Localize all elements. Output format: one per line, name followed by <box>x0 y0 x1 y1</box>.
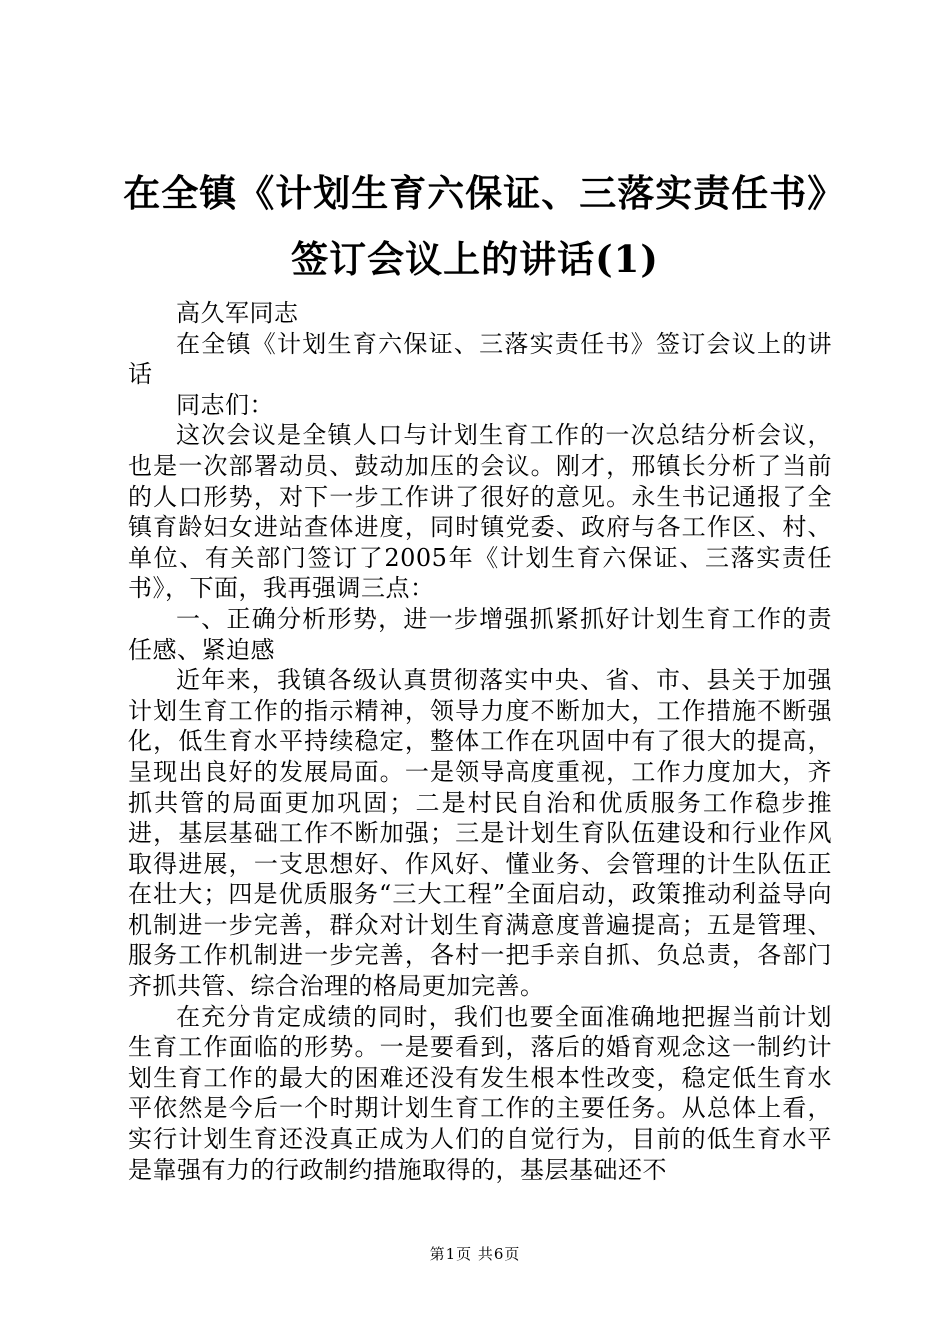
page-number-footer: 第1页 共6页 <box>429 1245 521 1263</box>
section-heading: 一、正确分析形势，进一步增强抓紧抓好计划生育工作的责任感、紧迫感 <box>128 604 832 664</box>
speech-subtitle: 在全镇《计划生育六保证、三落实责任书》签订会议上的讲话 <box>128 329 832 389</box>
body-paragraph: 在充分肯定成绩的同时，我们也要全面准确地把握当前计划生育工作面临的形势。一是要看到，落后的婚育观念这一制约计划生育工作的最大的困难还没有发生根本性改变，稳定低生育水平依然是今后一个时期计划生育工作的主要任务。从总体上看，实行计划生育还没真正成为人们的自觉行为，目前的低生育水平是靠强有力的行政制约措施取得的，基层基础还不 <box>128 1002 832 1184</box>
body-paragraph: 这次会议是全镇人口与计划生育工作的一次总结分析会议，也是一次部署动员、鼓动加压的会议。刚才，邢镇长分析了当前的人口形势，对下一步工作讲了很好的意见。永生书记通报了全镇育龄妇女进站查体进度，同时镇党委、政府与各工作区、村、单位、有关部门签订了2005年《计划生育六保证、三落实责任书》，下面，我再强调三点： <box>128 421 832 603</box>
document-body <box>128 298 832 1185</box>
salutation: 同志们： <box>176 390 274 419</box>
body-paragraph: 近年来，我镇各级认真贯彻落实中央、省、市、县关于加强计划生育工作的指示精神，领导力度不断加大，工作措施不断强化，低生育水平持续稳定，整体工作在巩固中有了很大的提高，呈现出良好的发展局面。一是领导高度重视，工作力度加大，齐抓共管的局面更加巩固；二是村民自治和优质服务工作稳步推进，基层基础工作不断加强；三是计划生育队伍建设和行业作风取得进展，一支思想好、作风好、懂业务、会管理的计生队伍正在壮大；四是优质服务“三大工程”全面启动，政策推动利益导向机制进一步完善，群众对计划生育满意度普遍提高；五是管理、服务工作机制进一步完善，各村一把手亲自抓、负总责，各部门齐抓共管、综合治理的格局更加完善。 <box>128 666 832 1001</box>
document-title: 在全镇《计划生育六保证、三落实责任书》签订会议上的讲话(1) <box>123 171 827 281</box>
speaker-line: 高久军同志 <box>176 299 299 327</box>
